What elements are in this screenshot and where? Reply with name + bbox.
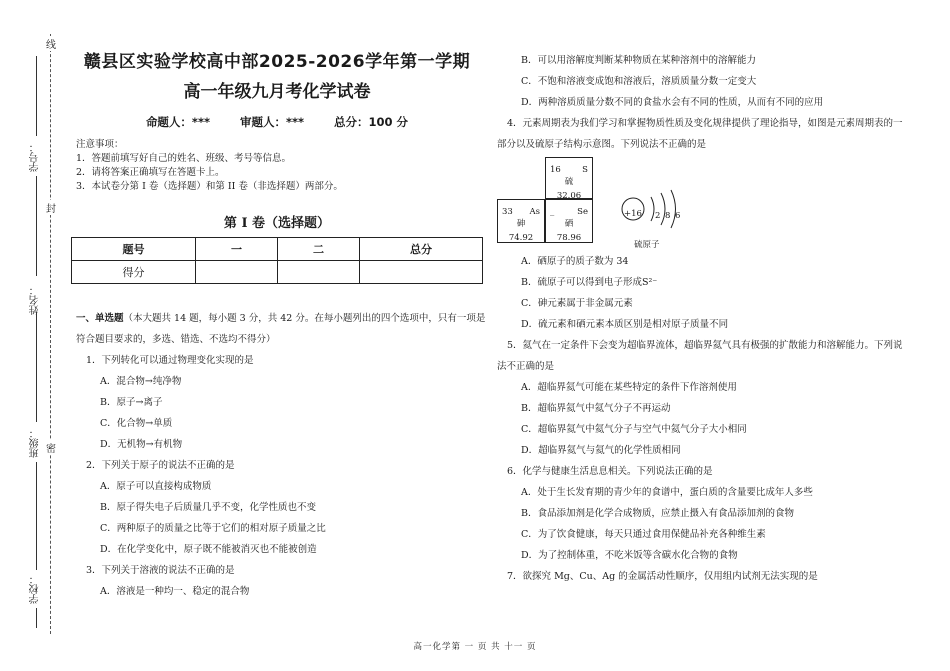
option[interactable]: A．溶液是一种均一、稳定的混合物 [100,586,250,597]
question-stem: 3．下列关于溶液的说法不正确的是 [86,565,235,576]
class-line[interactable] [36,462,37,570]
question-stem: 7．欲探究 Mg、Cu、Ag 的金属活动性顺序，仅用组内试剂无法实现的是 [507,571,818,582]
question-stem-cont: 法不正确的是 [497,361,555,372]
part1-label: 一、单选题 [76,313,124,324]
element-cell-selenium: _ Se 硒 78.96 [545,199,593,243]
exam-title-line2: 高一年级九月考化学试卷 [183,82,371,102]
option[interactable]: B．食品添加剂是化学合成物质，应禁止摄入有食品添加剂的食物 [521,508,794,519]
page-footer: 高一化学第 一 页 共 十一 页 [413,642,537,652]
option[interactable]: B．可以用溶解度判断某种物质在某种溶剂中的溶解能力 [521,55,756,66]
option[interactable]: B．超临界氦气中氦气分子不再运动 [521,403,671,414]
note-item: 1．答题前填写好自己的姓名、班级、考号等信息。 [76,153,292,164]
option[interactable]: C．砷元素属于非金属元素 [521,298,633,309]
note-item: 3．本试卷分第 I 卷（选择题）和第 II 卷（非选择题）两部分。 [76,181,343,192]
option[interactable]: D．为了控制体重，不吃米饭等含碳水化合物的食物 [521,550,738,561]
element-cell-arsenic: 33 As 砷 74.92 [497,199,545,243]
student-id-label: 学号： [30,142,41,172]
shell-count: 8 [665,211,671,221]
notes-heading: 注意事项： [76,139,124,150]
question-stem-cont: 部分以及硫原子结构示意图。下列说法不正确的是 [497,139,707,150]
shell-count: 2 [655,211,661,221]
option[interactable]: C．为了饮食健康，每天只通过食用保健品补充各种维生素 [521,529,766,540]
score-table [71,237,483,284]
right-column [497,50,907,587]
question-stem: 2．下列关于原子的说法不正确的是 [86,460,235,471]
exam-meta [68,114,486,130]
question-stem: 4．元素周期表为我们学习和掌握物质性质及变化规律提供了理论指导，如图是元素周期表的一 [507,118,903,129]
option[interactable]: C．不饱和溶液变成饱和溶液后，溶质质量分数一定变大 [521,76,757,87]
score-header: 题号 [72,238,196,261]
binding-margin [0,0,60,671]
atom-caption: 硫原子 [634,240,660,250]
part1-intro [76,308,486,329]
part1-intro-text: （本大题共 14 题，每小题 3 分，共 42 分。在每小题列出的四个选项中，只有一项是 [123,313,486,324]
name-line[interactable] [36,312,37,422]
option[interactable]: D．两种溶质质量分数不同的食盐水会有不同的性质，从而有不同的应用 [521,97,824,108]
exam-title-line1: 赣县区实验学校高中部2025-2026学年第一学期 [83,52,471,72]
option[interactable]: A．硒原子的质子数为 34 [521,256,629,267]
total-score: 总分：100 分 [334,115,409,129]
option[interactable]: A．处于生长发育期的青少年的食谱中，蛋白质的含量要比成年人多些 [521,487,813,498]
line-mark: 线 [46,36,56,51]
notes [76,138,486,194]
score-cell[interactable] [360,261,483,284]
reviewer: 审题人：*** [239,115,305,129]
part1-intro-2: 符合题目要求的，多选、错选、不选均不得分） [76,334,276,345]
option[interactable]: D．超临界氦气与氦气的化学性质相同 [521,445,681,456]
nucleus-charge: +16 [624,209,642,219]
shell-count: 6 [675,211,681,221]
score-cell[interactable] [196,261,278,284]
note-item: 2．请将答案正确填写在答题卡上。 [76,167,225,178]
option[interactable]: D．无机物→有机物 [100,439,183,450]
author: 命题人：*** [145,115,210,129]
close-mark: 密 [46,440,56,455]
part1-block [76,308,486,602]
section-title: 第 I 卷（选择题） [223,216,331,231]
option[interactable]: B．原子得失电子后质量几乎不变，化学性质也不变 [100,502,316,513]
option[interactable]: D．硫元素和硒元素本质区别是相对原子质量不同 [521,319,729,330]
option[interactable]: B．原子→离子 [100,397,163,408]
option[interactable]: D．在化学变化中，原子既不能被消灭也不能被创造 [100,544,317,555]
option[interactable]: C．超临界氦气中氦气分子与空气中氦气分子大小相同 [521,424,747,435]
school-line[interactable] [36,608,37,628]
periodic-table-diagram [497,157,907,249]
school-label: 学校： [30,574,41,604]
option[interactable]: A．混合物→纯净物 [100,376,182,387]
score-header: 二 [278,238,360,261]
score-header: 总分 [360,238,483,261]
question-stem: 1．下列转化可以通过物理变化实现的是 [86,355,254,366]
score-row-label: 得分 [72,261,196,284]
option[interactable]: C．化合物→单质 [100,418,173,429]
cut-line [50,34,51,634]
option[interactable]: A．原子可以直接构成物质 [100,481,212,492]
question-stem: 5．氦气在一定条件下会变为超临界流体，超临界氦气具有极强的扩散能力和溶解能力。下列说 [507,340,903,351]
student-id-line-2 [36,176,37,276]
class-label: 班级： [30,428,41,458]
name-label: 姓名： [30,285,41,315]
left-column [68,48,486,602]
score-header: 一 [196,238,278,261]
question-stem: 6．化学与健康生活息息相关。下列说法正确的是 [507,466,713,477]
student-id-line[interactable] [36,56,37,136]
option[interactable]: C．两种原子的质量之比等于它们的相对原子质量之比 [100,523,326,534]
score-cell[interactable] [278,261,360,284]
element-cell-sulfur: 16 S 硫 32.06 [545,157,593,199]
option[interactable]: A．超临界氦气可能在某些特定的条件下作溶剂使用 [521,382,737,393]
option[interactable]: B．硫原子可以得到电子形成S²⁻ [521,277,658,288]
seal-mark: 封 [46,200,56,215]
